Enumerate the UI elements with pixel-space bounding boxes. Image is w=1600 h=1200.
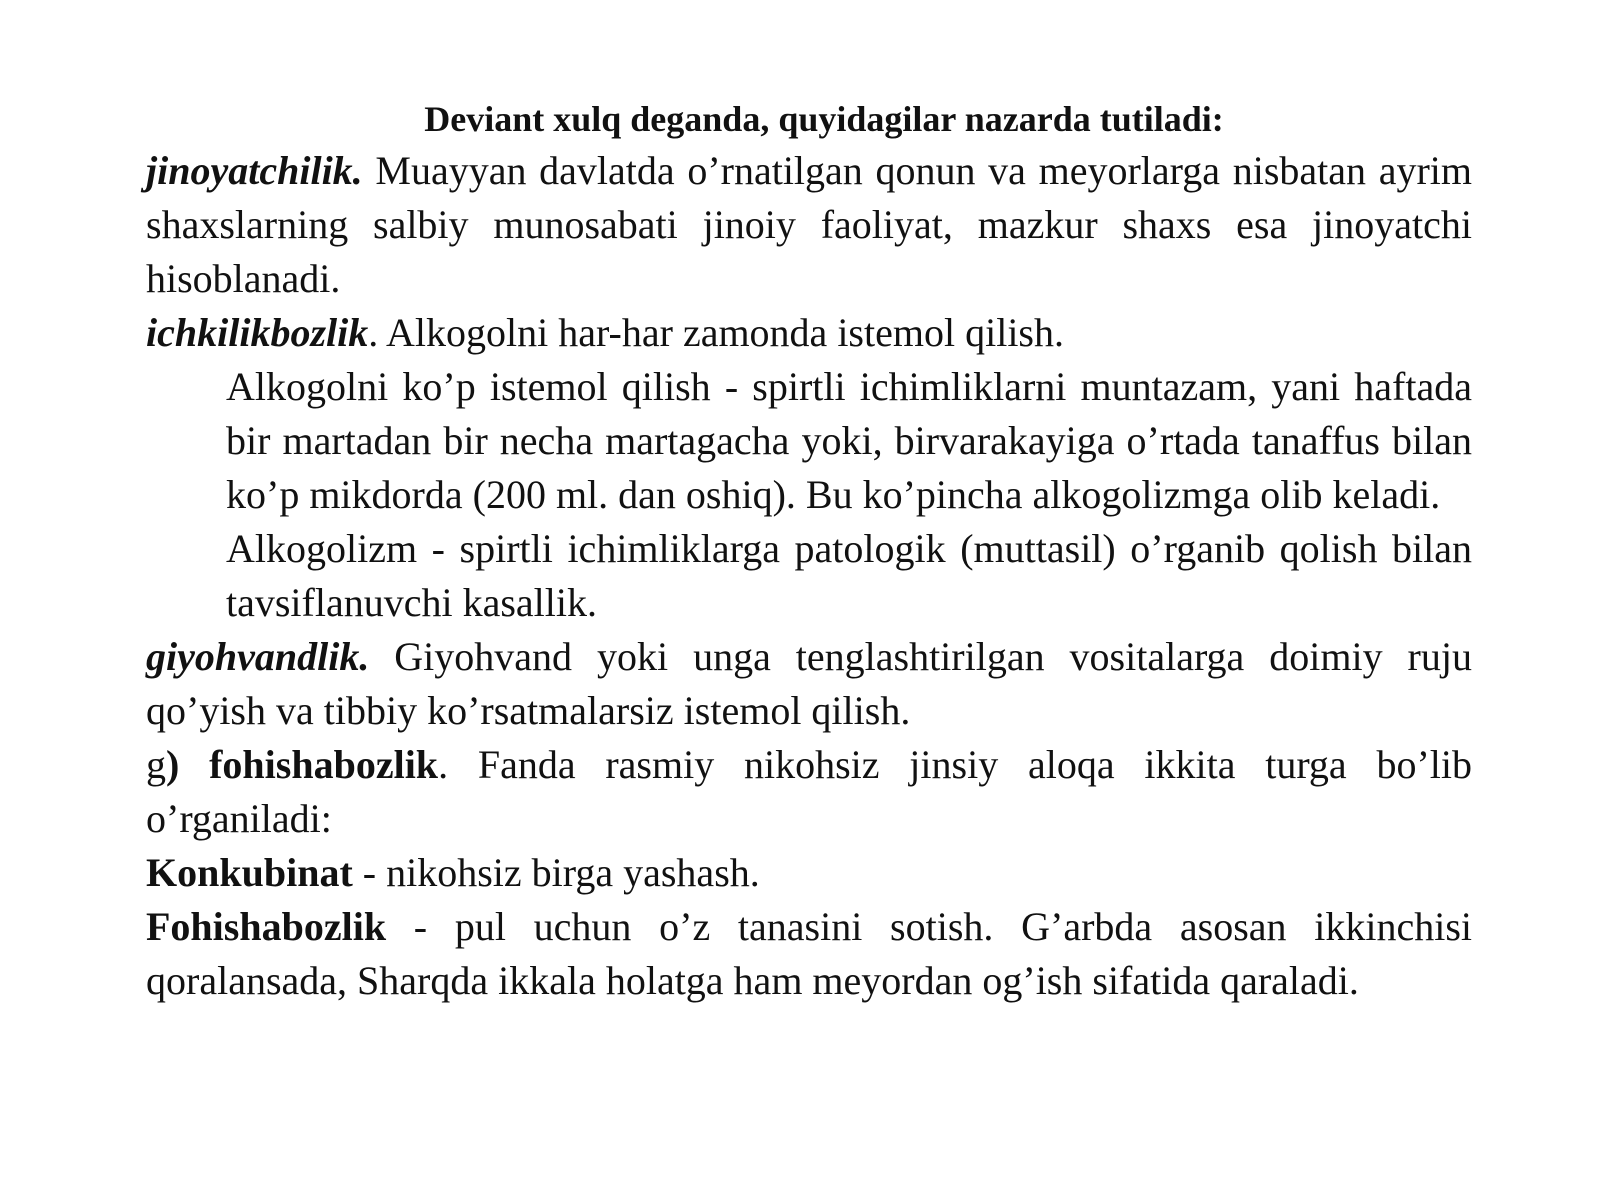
- slide-content: [146, 94, 1472, 1008]
- term-jinoyatchilik: jinoyatchilik.: [146, 148, 363, 193]
- paragraph-fohishabozlik-intro: [146, 738, 1472, 846]
- prefix-g: g: [146, 742, 166, 787]
- term-fohishabozlik: Fohishabozlik: [146, 904, 387, 949]
- text-fohishabozlik-intro: . Fanda rasmiy nikohsiz jinsiy aloqa ikkita turga bo’lib o’rganiladi:: [146, 742, 1472, 841]
- paragraph-fohishabozlik: [146, 900, 1472, 1008]
- text-fohishabozlik: - pul uchun o’z tanasini sotish. G’arbda asosan ikkinchisi qoralansada, Sharqda ikkala holatga ham meyordan og’ish sifatida qaraladi.: [146, 904, 1472, 1003]
- text-konkubinat: - nikohsiz birga yashash.: [352, 850, 760, 895]
- slide-title: Deviant xulq deganda, quyidagilar nazarda tutiladi:: [424, 99, 1224, 139]
- paragraph-ichkilikbozlik: [146, 306, 1472, 360]
- term-ichkilikbozlik: ichkilikbozlik: [146, 310, 369, 355]
- text-ichkilikbozlik: . Alkogolni har-har zamonda istemol qilish.: [368, 310, 1064, 355]
- paragraph-giyohvandlik: [146, 630, 1472, 738]
- text-jinoyatchilik: Muayyan davlatda o’rnatilgan qonun va meyorlarga nisbatan ayrim shaxslarning salbiy munosabati jinoiy faoliyat, mazkur shaxs esa jinoyatchi hisoblanadi.: [146, 148, 1472, 301]
- paragraph-konkubinat: [146, 846, 1472, 900]
- paragraph-alkogolizm: Alkogolizm - spirtli ichimliklarga patologik (muttasil) o’rganib qolish bilan tavsiflanuvchi kasallik.: [226, 526, 1472, 625]
- paragraph-jinoyatchilik: [146, 144, 1472, 306]
- term-fohishabozlik-intro: ) fohishabozlik: [166, 742, 439, 787]
- paragraph-alkogol-kop: Alkogolni ko’p istemol qilish - spirtli ichimliklarni muntazam, yani haftada bir martadan bir necha martagacha yoki, birvarakayiga o’rtada tanaffus bilan ko’p mikdorda (200 ml. dan oshiq). Bu ko’pincha alkogolizmga olib keladi.: [226, 364, 1472, 517]
- term-konkubinat: Konkubinat: [146, 850, 353, 895]
- term-giyohvandlik: giyohvandlik.: [146, 634, 370, 679]
- text-giyohvandlik: Giyohvand yoki unga tenglashtirilgan vositalarga doimiy ruju qo’yish va tibbiy ko’rsatmalarsiz istemol qilish.: [146, 634, 1472, 733]
